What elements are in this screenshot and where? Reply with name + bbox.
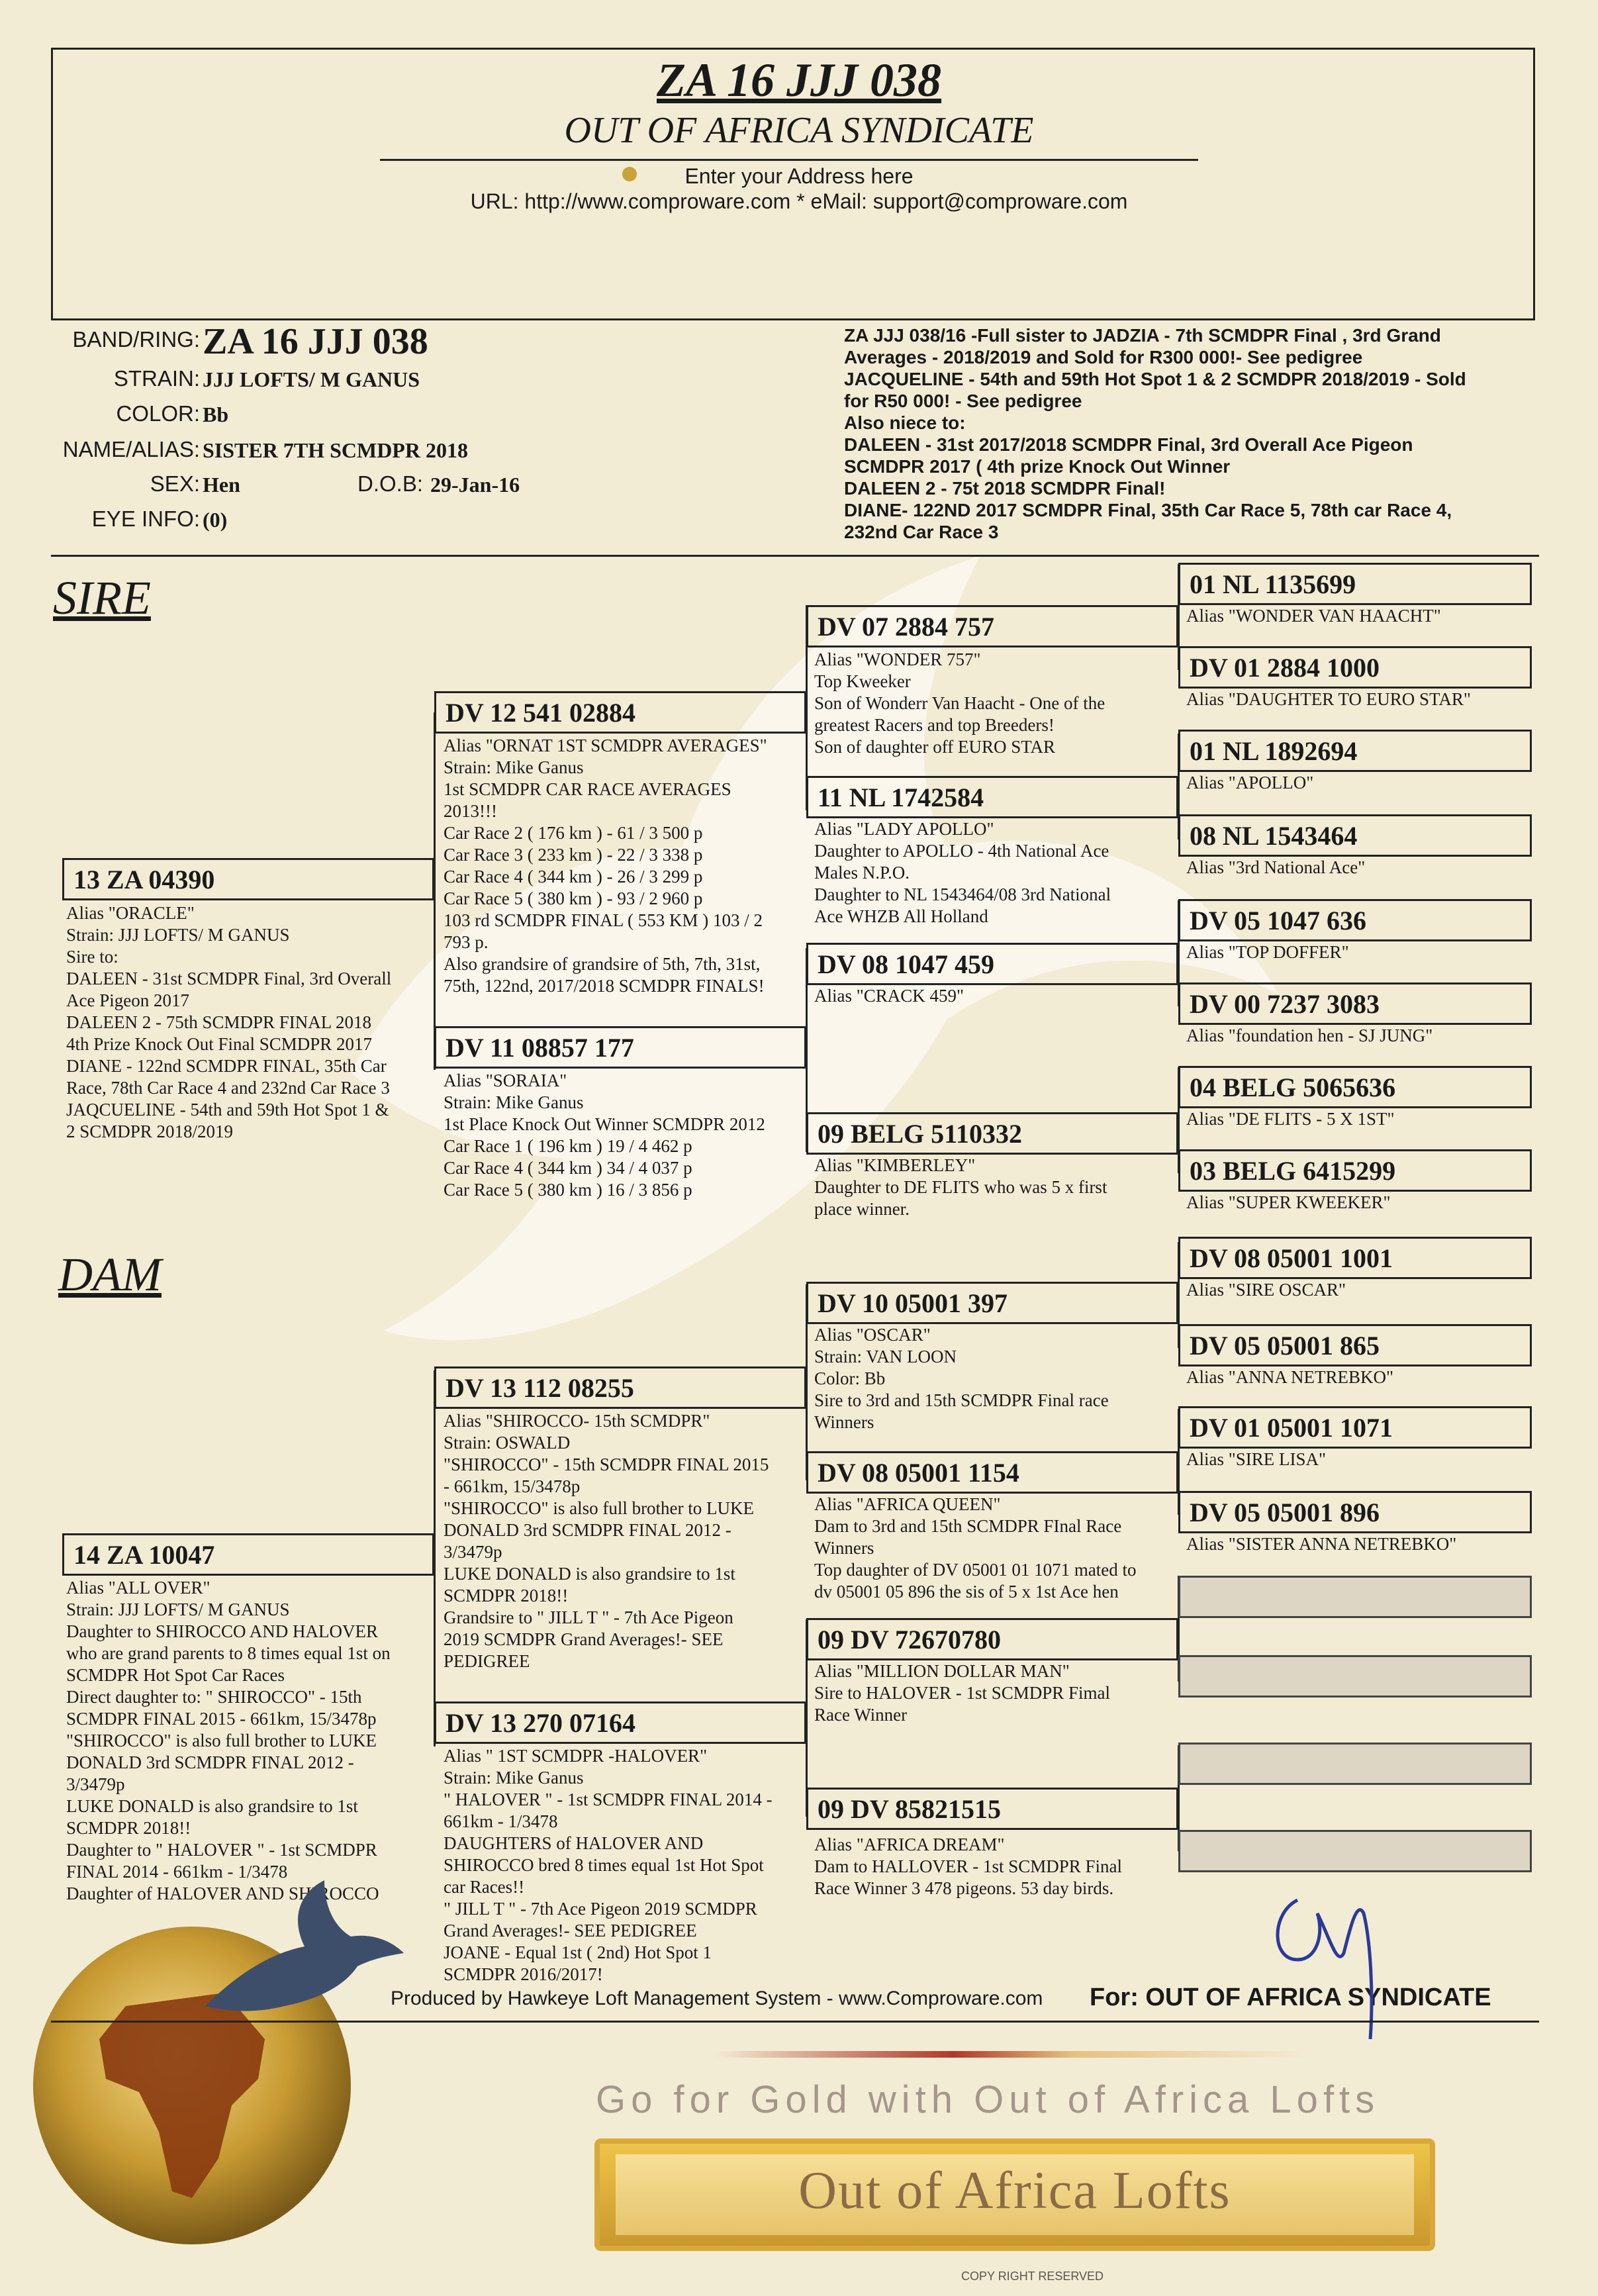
sd-details: [444, 1070, 765, 1201]
dob-value: 29-Jan-16: [430, 473, 520, 497]
empty-pedigree-box: [1178, 1576, 1532, 1618]
detail-line: Car Race 5 ( 380 km ) 16 / 3 856 p: [444, 1180, 692, 1200]
ddd-details: [814, 1834, 1122, 1899]
gg-box: [1178, 563, 1532, 605]
detail-line: Car Race 3 ( 233 km ) - 22 / 3 338 p: [444, 845, 703, 865]
detail-line: DAUGHTERS of HALOVER AND: [444, 1833, 704, 1853]
detail-line: 3/3479p: [66, 1774, 125, 1794]
detail-line: Sire to HALOVER - 1st SCMDPR Fimal: [814, 1683, 1111, 1703]
dob-label: D.O.B:: [357, 471, 424, 496]
detail-line: Strain: JJJ LOFTS/ M GANUS: [66, 1600, 290, 1619]
detail-line: Alias "SORAIA": [444, 1071, 567, 1090]
detail-line: DONALD 3rd SCMDPR FINAL 2012 -: [444, 1520, 731, 1540]
gg-box: [1178, 730, 1532, 772]
detail-line: Car Race 1 ( 196 km ) 19 / 4 462 p: [444, 1136, 692, 1156]
sdd-box: [806, 1112, 1178, 1155]
detail-line: Race, 78th Car Race 4 and 232nd Car Race 3: [66, 1078, 390, 1098]
dss-band: DV 10 05001 397: [818, 1288, 1008, 1318]
dam-details: [66, 1577, 391, 1905]
detail-line: 1st Place Knock Out Winner SCMDPR 2012: [444, 1114, 765, 1134]
dd-details: [444, 1745, 773, 1985]
ssd-details: [814, 818, 1111, 928]
dss-box: [806, 1282, 1178, 1324]
detail-line: 2019 SCMDPR Grand Averages!- SEE: [444, 1629, 724, 1649]
banner-text: Out of Africa Lofts: [798, 2162, 1231, 2220]
detail-line: Alias "KIMBERLEY": [814, 1155, 976, 1175]
gg-alias: Alias "SISTER ANNA NETREBKO": [1186, 1534, 1457, 1554]
detail-line: Daughter to SHIROCCO AND HALOVER: [66, 1621, 378, 1641]
dsd-band: DV 08 05001 1154: [818, 1458, 1019, 1488]
color-label: COLOR:: [116, 401, 200, 426]
detail-line: greatest Racers and top Breeders!: [814, 715, 1055, 735]
detail-line: LUKE DONALD is also grandsire to 1st: [444, 1564, 735, 1584]
detail-line: Daughter to APOLLO - 4th National Ace: [814, 841, 1109, 861]
detail-line: dv 05001 05 896 the sis of 5 x 1st Ace hen: [814, 1582, 1119, 1602]
gg-band: DV 00 7237 3083: [1190, 989, 1380, 1019]
sire-band: 13 ZA 04390: [73, 865, 215, 894]
gg-band: DV 05 05001 896: [1190, 1498, 1380, 1527]
detail-line: Ace Pigeon 2017: [66, 990, 189, 1010]
gg-alias: Alias "DAUGHTER TO EURO STAR": [1186, 689, 1471, 709]
detail-line: Also grandsire of grandsire of 5th, 7th, 31st,: [444, 954, 761, 974]
detail-line: SHIROCCO bred 8 times equal 1st Hot Spot: [444, 1855, 764, 1875]
detail-line: DALEEN - 31st SCMDPR Final, 3rd Overall: [66, 969, 392, 988]
note-line: DALEEN - 31st 2017/2018 SCMDPR Final, 3rd Overall Ace Pigeon: [844, 434, 1413, 455]
gg-band: DV 08 05001 1001: [1190, 1243, 1393, 1273]
detail-line: Winners: [814, 1538, 874, 1558]
note-line: SCMDPR 2017 ( 4th prize Knock Out Winner: [844, 456, 1231, 477]
detail-line: Sire to 3rd and 15th SCMDPR Final race: [814, 1390, 1109, 1410]
gg-box: [1178, 1491, 1532, 1533]
detail-line: Car Race 5 ( 380 km ) - 93 / 2 960 p: [444, 888, 703, 908]
detail-line: Alias "LADY APOLLO": [814, 819, 994, 839]
empty-pedigree-box: [1178, 1743, 1532, 1785]
detail-line: - 661km, 15/3478p: [444, 1476, 581, 1496]
dam-connector: [434, 1370, 436, 1746]
detail-line: JOANE - Equal 1st ( 2nd) Hot Spot 1: [444, 1942, 712, 1962]
gg-box: [1178, 982, 1532, 1025]
strain-value: JJJ LOFTS/ M GANUS: [203, 367, 420, 391]
detail-line: Grand Averages!- SEE PEDIGREE: [444, 1921, 697, 1940]
detail-line: JAQCUELINE - 54th and 59th Hot Spot 1 &: [66, 1100, 389, 1120]
detail-line: LUKE DONALD is also grandsire to 1st: [66, 1796, 358, 1816]
detail-line: 2013!!!: [444, 801, 497, 821]
divider-flare: [715, 2051, 1311, 2058]
sex-value: Hen: [203, 473, 240, 497]
sd-band: DV 11 08857 177: [446, 1033, 634, 1063]
sss-details: [814, 649, 1105, 758]
sss-band: DV 07 2884 757: [818, 612, 995, 642]
ss-details: [444, 735, 767, 997]
detail-line: 2 SCMDPR 2018/2019: [66, 1122, 234, 1141]
sds-box: [806, 943, 1178, 985]
empty-pedigree-box: [1178, 1655, 1532, 1698]
sex-label: SEX:: [150, 471, 200, 496]
sds-details: [814, 985, 964, 1007]
sdd-band: 09 BELG 5110332: [818, 1119, 1022, 1149]
gg-alias: Alias "SUPER KWEEKER": [1186, 1192, 1391, 1212]
sd-box: [434, 1026, 806, 1069]
detail-line: PEDIGREE: [444, 1651, 530, 1671]
detail-line: who are grand parents to 8 times equal 1st on: [66, 1643, 391, 1663]
gg-alias: Alias "foundation hen - SJ JUNG": [1186, 1026, 1433, 1045]
note-line: for R50 000! - See pedigree: [844, 391, 1082, 411]
note-line: DALEEN 2 - 75t 2018 SCMDPR Final!: [844, 478, 1166, 499]
dd-band: DV 13 270 07164: [446, 1708, 636, 1738]
note-line: DIANE- 122ND 2017 SCMDPR Final, 35th Car Race 5, 78th car Race 4,: [844, 500, 1452, 520]
ss-band: DV 12 541 02884: [446, 698, 636, 728]
detail-line: SCMDPR Hot Spot Car Races: [66, 1665, 285, 1685]
detail-line: Dam to 3rd and 15th SCMDPR FInal Race: [814, 1516, 1122, 1536]
gg-band: DV 05 1047 636: [1190, 906, 1367, 935]
gg-box: [1178, 1237, 1532, 1279]
ssd-band: 11 NL 1742584: [818, 783, 984, 812]
detail-line: Alias "ALL OVER": [66, 1578, 211, 1598]
detail-line: car Races!!: [444, 1877, 525, 1897]
note-line: Averages - 2018/2019 and Sold for R300 000!- See pedigree: [844, 347, 1363, 367]
gg-alias: Alias "3rd National Ace": [1186, 857, 1366, 877]
gg-alias: Alias "ANNA NETREBKO": [1186, 1367, 1394, 1387]
gg-band: 01 NL 1135699: [1190, 569, 1356, 599]
detail-line: DALEEN 2 - 75th SCMDPR FINAL 2018: [66, 1012, 372, 1032]
gg-band: DV 01 2884 1000: [1190, 653, 1380, 683]
detail-line: Alias "ORNAT 1ST SCMDPR AVERAGES": [444, 736, 767, 755]
produced-by: Produced by Hawkeye Loft Management System - www.Comproware.com: [391, 1987, 1043, 2009]
copyright: COPY RIGHT RESERVED: [961, 2270, 1104, 2283]
sire-details: [66, 902, 391, 1143]
detail-line: Strain: JJJ LOFTS/ M GANUS: [66, 925, 290, 945]
signature: [1258, 1860, 1410, 2046]
detail-line: Alias "WONDER 757": [814, 649, 981, 669]
detail-line: Car Race 2 ( 176 km ) - 61 / 3 500 p: [444, 823, 703, 843]
detail-line: Alias "SHIROCCO- 15th SCMDPR": [444, 1411, 710, 1431]
detail-line: 3/3479p: [444, 1542, 502, 1562]
detail-line: Strain: OSWALD: [444, 1433, 571, 1453]
dove-icon: [192, 1874, 410, 2019]
detail-line: Race Winner: [814, 1705, 908, 1725]
sds-band: DV 08 1047 459: [818, 949, 995, 979]
detail-line: Color: Bb: [814, 1368, 886, 1388]
dds-box: [806, 1618, 1178, 1660]
detail-line: Dam to HALLOVER - 1st SCMDPR Final: [814, 1856, 1123, 1876]
detail-line: Strain: Mike Ganus: [444, 1092, 584, 1112]
dsd-details: [814, 1494, 1137, 1603]
pin-icon: [622, 167, 637, 181]
detail-line: Winners: [814, 1412, 874, 1432]
detail-line: Alias "CRACK 459": [814, 986, 964, 1006]
strain-label: STRAIN:: [113, 366, 200, 391]
detail-line: SCMDPR 2018!!: [66, 1818, 191, 1838]
ddd-box: [806, 1788, 1178, 1830]
note-line: Also niece to:: [844, 412, 966, 433]
gg-alias: Alias "WONDER VAN HAACHT": [1186, 606, 1441, 626]
gg-box: [1178, 1406, 1532, 1449]
dd-box: [434, 1701, 806, 1744]
band-value: ZA 16 JJJ 038: [203, 321, 428, 362]
detail-line: 1st SCMDPR CAR RACE AVERAGES: [444, 779, 731, 799]
sire-connector: [434, 712, 436, 1070]
sire-heading: SIRE: [53, 571, 151, 624]
gg-box: [1178, 814, 1532, 857]
bird-notes: [844, 324, 1466, 543]
detail-line: Car Race 4 ( 344 km ) 34 / 4 037 p: [444, 1158, 692, 1178]
detail-line: Sire to:: [66, 947, 118, 967]
detail-line: Grandsire to " JILL T " - 7th Ace Pigeon: [444, 1607, 733, 1627]
detail-line: Strain: Mike Ganus: [444, 757, 584, 777]
address-line: Enter your Address here: [684, 164, 914, 188]
detail-line: "SHIROCCO" - 15th SCMDPR FINAL 2015: [444, 1455, 769, 1474]
detail-line: DONALD 3rd SCMDPR FINAL 2012 -: [66, 1752, 354, 1772]
gg-alias: Alias "TOP DOFFER": [1186, 942, 1349, 962]
gg-box: [1178, 899, 1532, 941]
gg-band: 01 NL 1892694: [1190, 736, 1358, 766]
gg-band: 04 BELG 5065636: [1190, 1073, 1396, 1102]
gg-box: [1178, 1066, 1532, 1108]
detail-line: Direct daughter to: " SHIROCCO" - 15th: [66, 1687, 362, 1707]
slogan: Go for Gold with Out of Africa Lofts: [596, 2078, 1380, 2121]
detail-line: Top Kweeker: [814, 671, 911, 691]
ss-box: [434, 691, 806, 734]
eye-value: (0): [203, 508, 228, 532]
gg-alias: Alias "SIRE OSCAR": [1186, 1280, 1346, 1300]
note-line: 232nd Car Race 3: [844, 522, 999, 542]
detail-line: Daughter to " HALOVER " - 1st SCMDPR: [66, 1840, 377, 1860]
ds-details: [444, 1410, 769, 1672]
detail-line: 793 p.: [444, 932, 489, 952]
detail-line: Alias "ORACLE": [66, 903, 195, 923]
eye-label: EYE INFO:: [91, 506, 200, 531]
name-label: NAME/ALIAS:: [62, 437, 200, 461]
detail-line: Males N.P.O.: [814, 863, 910, 883]
detail-line: Strain: Mike Ganus: [444, 1768, 584, 1788]
dds-details: [814, 1660, 1110, 1726]
detail-line: Top daughter of DV 05001 01 1071 mated to: [814, 1560, 1137, 1580]
details-divider: [51, 555, 1539, 557]
band-title: ZA 16 JJJ 038: [656, 54, 942, 107]
detail-line: FINAL 2014 - 661km - 1/3478: [66, 1862, 288, 1882]
detail-line: place winner.: [814, 1199, 910, 1219]
detail-line: Son of Wonderr Van Haacht - One of the: [814, 693, 1105, 713]
gg-alias: Alias "SIRE LISA": [1186, 1449, 1327, 1469]
detail-line: SCMDPR FINAL 2015 - 661km, 15/3478p: [66, 1709, 377, 1729]
note-line: JACQUELINE - 54th and 59th Hot Spot 1 & 2 SCMDPR 2018/2019 - Sold: [844, 369, 1466, 389]
syndicate-title: OUT OF AFRICA SYNDICATE: [564, 110, 1034, 151]
detail-line: Strain: VAN LOON: [814, 1347, 957, 1366]
ds-band: DV 13 112 08255: [446, 1373, 634, 1403]
detail-line: Alias "OSCAR": [814, 1325, 931, 1345]
gg-box: [1178, 1149, 1532, 1192]
detail-line: SCMDPR 2016/2017!: [444, 1964, 603, 1984]
dss-details: [814, 1324, 1109, 1433]
ssd-box: [806, 776, 1178, 818]
detail-line: Alias "AFRICA DREAM": [814, 1835, 1005, 1854]
detail-line: " JILL T " - 7th Ace Pigeon 2019 SCMDPR: [444, 1899, 757, 1919]
gg-band: 03 BELG 6415299: [1190, 1156, 1396, 1186]
gg-band: DV 05 05001 865: [1190, 1331, 1380, 1361]
gg-band: 08 NL 1543464: [1190, 821, 1358, 851]
detail-line: 103 rd SCMDPR FINAL ( 553 KM ) 103 / 2: [444, 910, 763, 930]
detail-line: Daughter to NL 1543464/08 3rd National: [814, 885, 1111, 904]
contact-line: URL: http://www.comproware.com * eMail: support@comproware.com: [470, 189, 1128, 213]
detail-line: DIANE - 122nd SCMDPR FINAL, 35th Car: [66, 1056, 387, 1076]
band-label: BAND/RING:: [72, 327, 200, 352]
detail-line: Ace WHZB All Holland: [814, 906, 988, 926]
detail-line: 661km - 1/3478: [444, 1811, 558, 1831]
detail-line: "SHIROCCO" is also full brother to LUKE: [66, 1731, 377, 1750]
note-line: ZA JJJ 038/16 -Full sister to JADZIA - 7th SCMDPR Final , 3rd Grand: [844, 325, 1441, 346]
dam-band: 14 ZA 10047: [73, 1540, 215, 1570]
for-syndicate: For: OUT OF AFRICA SYNDICATE: [1090, 1984, 1491, 2011]
detail-line: Alias " 1ST SCMDPR -HALOVER": [444, 1746, 708, 1766]
sdd-details: [814, 1155, 1107, 1220]
footer-rule: [51, 2021, 1539, 2023]
detail-line: Son of daughter off EURO STAR: [814, 737, 1056, 757]
header-rule: [380, 159, 1198, 161]
gg-alias: Alias "APOLLO": [1186, 773, 1314, 792]
dds-band: 09 DV 72670780: [818, 1625, 1002, 1654]
detail-line: Daughter to DE FLITS who was 5 x first: [814, 1177, 1107, 1197]
name-value: SISTER 7TH SCMDPR 2018: [203, 438, 468, 462]
detail-line: Alias "MILLION DOLLAR MAN": [814, 1661, 1070, 1681]
gg-band: DV 01 05001 1071: [1190, 1413, 1393, 1443]
detail-line: 75th, 122nd, 2017/2018 SCMDPR FINALS!: [444, 976, 765, 996]
detail-line: Alias "AFRICA QUEEN": [814, 1494, 1001, 1514]
detail-line: " HALOVER " - 1st SCMDPR FINAL 2014 -: [444, 1790, 773, 1809]
sss-box: [806, 605, 1178, 647]
detail-line: SCMDPR 2018!!: [444, 1586, 569, 1605]
dam-heading: DAM: [58, 1248, 162, 1301]
gg-box: [1178, 646, 1532, 689]
detail-line: 4th Prize Knock Out Final SCMDPR 2017: [66, 1034, 373, 1054]
detail-line: Car Race 4 ( 344 km ) - 26 / 3 299 p: [444, 867, 703, 886]
gg-alias: Alias "DE FLITS - 5 X 1ST": [1186, 1109, 1395, 1129]
ddd-band: 09 DV 85821515: [818, 1794, 1002, 1824]
detail-line: "SHIROCCO" is also full brother to LUKE: [444, 1498, 755, 1518]
dsd-box: [806, 1451, 1178, 1494]
sire-box: [62, 858, 434, 900]
dam-box: [62, 1533, 434, 1576]
detail-line: Daughter of HALOVER AND SHIROCCO: [66, 1884, 379, 1903]
detail-line: Race Winner 3 478 pigeons. 53 day birds.: [814, 1878, 1114, 1898]
gg-box: [1178, 1324, 1532, 1366]
ds-box: [434, 1366, 806, 1409]
color-value: Bb: [203, 403, 229, 426]
